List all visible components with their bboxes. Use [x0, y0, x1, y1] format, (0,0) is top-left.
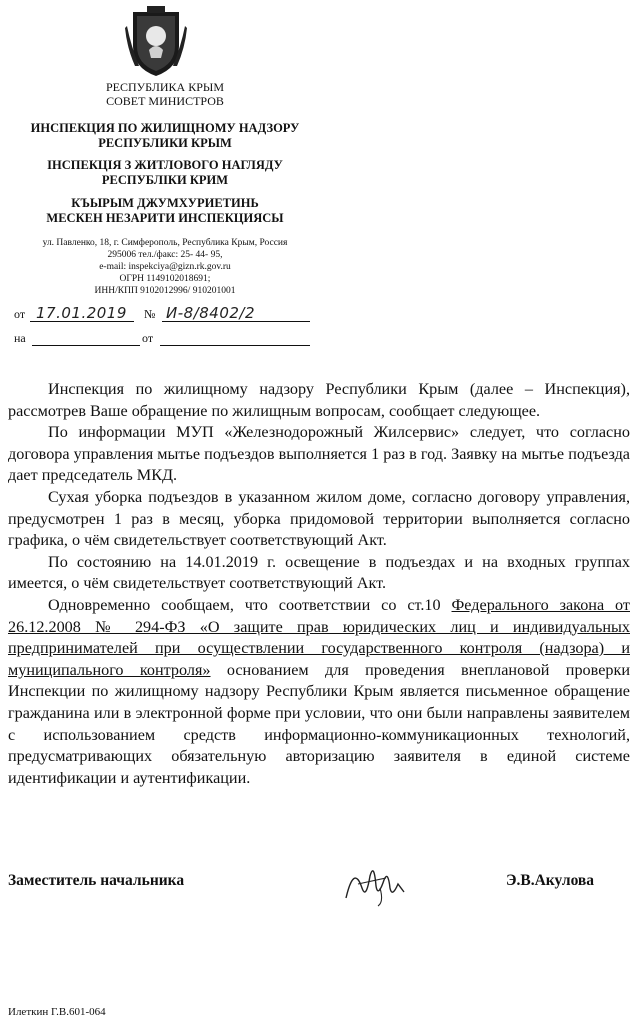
agency-name-ru-line1: ИНСПЕКЦИЯ ПО ЖИЛИЩНОМУ НАДЗОРУ: [30, 121, 300, 135]
signer-name: Э.В.Акулова: [506, 872, 595, 889]
incoming-date-underline: [160, 327, 310, 346]
paragraph-5-intro: Одновременно сообщаем, что соответствии со ст.10: [48, 595, 452, 614]
agency-name-ct-line1: КЪЫРЫМ ДЖУМХУРИЕТИНЬ: [71, 196, 259, 210]
on-label: на: [14, 331, 26, 345]
address-line: ул. Павленко, 18, г. Симферополь, Республика Крым, Россия: [42, 238, 288, 248]
council-title: СОВЕТ МИНИСТРОВ: [106, 94, 224, 108]
outgoing-reference: [14, 304, 314, 324]
handwritten-signature: [340, 858, 410, 908]
agency-name-ru-line2: РЕСПУБЛИКИ КРЫМ: [98, 136, 232, 150]
paragraph-2: По информации МУП «Железнодорожный Жилсервис» следует, что согласно договора управления мытье подъездов выполняется 1 раз в год. Заявку на мытье подъезда дает председатель МКД.: [8, 423, 630, 485]
paragraph-5: [8, 595, 630, 789]
ogrn-line: ОГРН 1149102018691;: [119, 274, 211, 284]
from-label: от: [14, 307, 26, 321]
paragraph-3: Сухая уборка подъездов в указанном жилом доме, согласно договору управления, предусмотрен 1 раз в месяц, уборка придомовой территории выполняется согласно графика, о чём свидетельствует соответствующий Акт.: [8, 487, 630, 550]
handwritten-number: И-8/8402/2: [166, 304, 256, 322]
paragraph-1: Инспекция по жилищному надзору Республики Крым (далее – Инспекция), рассмотрев Ваше обращение по жилищным вопросам, сообщает следующее.: [8, 380, 630, 420]
ot-label: от: [142, 331, 154, 345]
agency-name-ua-line1: ІНСПЕКЦІЯ З ЖИТЛОВОГО НАГЛЯДУ: [47, 158, 283, 172]
letter-body: [8, 379, 630, 789]
email-line: e-mail: inspekciya@gizn.rk.gov.ru: [99, 262, 231, 272]
phone-line: 295006 тел./факс: 25- 44- 95,: [107, 250, 223, 260]
agency-name-ct-line2: МЕСКЕН НЕЗАРИТИ ИНСПЕКЦИЯСЫ: [46, 211, 284, 225]
number-label: №: [144, 307, 156, 321]
republic-title: РЕСПУБЛИКА КРЫМ: [105, 80, 225, 94]
inn-kpp-line: ИНН/КПП 9102012996/ 910201001: [94, 286, 236, 296]
handwritten-date: 17.01.2019: [36, 304, 127, 322]
paragraph-4: По состоянию на 14.01.2019 г. освещение в подъездах и на входных группах имеется, о чём свидетельствует соответствующий Акт.: [8, 552, 630, 593]
incoming-reference: [14, 330, 314, 348]
coat-of-arms-emblem: [125, 6, 187, 78]
executor-note: Илеткин Г.В.601-064: [8, 1006, 106, 1018]
paragraph-5-rest: основанием для проведения внеплановой проверки Инспекции по жилищному надзору Республики Крым является письменное обращение гражданина или в электронной форме при условии, что они были направлены заявителем с использованием средств информационно-коммуникационных технологий, предусматривающих обязательную авторизацию заявителя в единой системе идентификации и аутентификации.: [8, 660, 631, 787]
agency-name-ua-line2: РЕСПУБЛІКИ КРИМ: [101, 173, 229, 187]
signer-position: Заместитель начальника: [8, 872, 185, 889]
incoming-number-underline: [32, 327, 140, 346]
law-reference: Федерального закона от 26.12.2008 № 294-ФЗ «О защите прав юридических лиц и индивидуальных предпринимателей при осуществлении государственного контроля (надзора) и муниципального контроля»: [8, 595, 630, 679]
